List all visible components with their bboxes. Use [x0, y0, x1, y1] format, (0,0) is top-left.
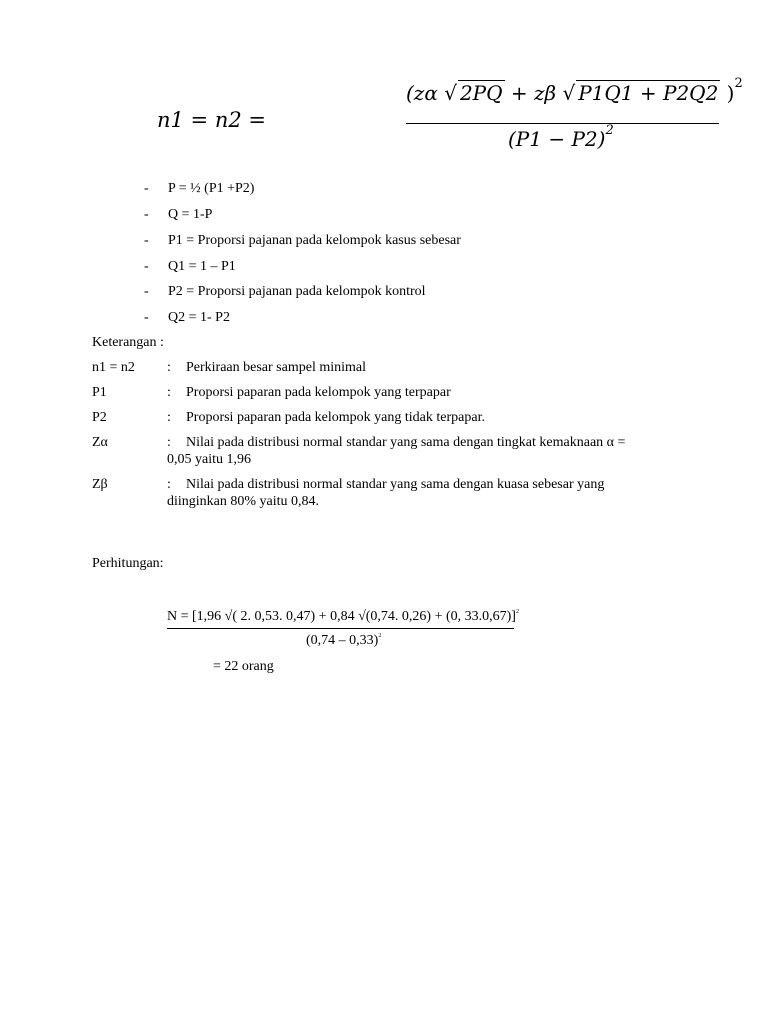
calculation-denominator-text: (0,74 – 0,33)	[306, 633, 379, 648]
bullet-text: P2 = Proporsi pajanan pada kelompok kontrol	[168, 284, 426, 299]
perhitungan-heading: Perhitungan:	[92, 556, 164, 571]
sample-size-formula	[150, 76, 743, 160]
calculation-result: = 22 orang	[213, 659, 274, 674]
calculation-numerator	[167, 609, 519, 625]
definition-text: Proporsi paparan pada kelompok yang terpapar	[186, 385, 451, 400]
definition-term: n1 = n2	[92, 360, 135, 375]
formula-sqrt-1: 2PQ	[459, 81, 503, 105]
formula-numerator: (zα √ 2PQ + zβ √ P1Q1 + P2Q2 )$^2$	[406, 76, 743, 105]
calculation-numerator-text: N = [1,96 √( 2. 0,53. 0,47) + 0,84 √(0,74. 0,26) + (0, 33.0,67)]	[167, 609, 516, 624]
formula-num-mid: + zβ	[504, 81, 563, 105]
definition-text: Proporsi paparan pada kelompok yang tidak terpapar.	[186, 410, 485, 425]
calculation-denominator	[306, 633, 381, 649]
calculation-den-mark: 2	[378, 633, 382, 639]
definition-colon: :	[167, 477, 171, 492]
bullet-dash: -	[144, 233, 149, 248]
bullet-dash: -	[144, 284, 149, 299]
calculation-num-mark: 2	[515, 609, 519, 615]
formula-lhs: n1 = n2 =	[157, 108, 266, 132]
definition-term: P2	[92, 410, 107, 425]
keterangan-heading: Keterangan :	[92, 335, 164, 350]
definition-text: Perkiraan besar sampel minimal	[186, 360, 366, 375]
definition-colon: :	[167, 435, 171, 450]
bullet-text: Q = 1-P	[168, 207, 213, 222]
definition-colon: :	[167, 385, 171, 400]
formula-sqrt-2: P1Q1 + P2Q2	[578, 81, 719, 105]
bullet-dash: -	[144, 259, 149, 274]
calculation-fraction-bar	[167, 628, 514, 629]
definition-term: Zα	[92, 435, 108, 450]
bullet-dash: -	[144, 181, 149, 196]
definition-term: Zβ	[92, 477, 108, 492]
bullet-text: Q1 = 1 – P1	[168, 259, 236, 274]
bullet-text: P1 = Proporsi pajanan pada kelompok kasus sebesar	[168, 233, 461, 248]
definition-continuation: diinginkan 80% yaitu 0,84.	[167, 494, 320, 509]
bullet-dash: -	[144, 310, 149, 325]
formula-fraction-bar	[406, 123, 719, 124]
formula-den-text: (P1 − P2)	[508, 127, 606, 151]
definition-text: Nilai pada distribusi normal standar yang sama dengan kuasa sebesar yang	[186, 477, 605, 492]
definition-text: Nilai pada distribusi normal standar yang sama dengan tingkat kemaknaan α =	[186, 435, 626, 450]
bullet-dash: -	[144, 207, 149, 222]
definition-colon: :	[167, 360, 171, 375]
definition-continuation: 0,05 yaitu 1,96	[167, 452, 251, 467]
definition-colon: :	[167, 410, 171, 425]
formula-denominator	[508, 123, 614, 151]
formula-num-close: )	[720, 81, 735, 105]
bullet-text: Q2 = 1- P2	[168, 310, 230, 325]
formula-num-power: 2	[734, 76, 743, 91]
formula-num-open: (zα	[406, 81, 445, 105]
formula-den-power: 2	[605, 123, 614, 138]
definition-term: P1	[92, 385, 107, 400]
bullet-text: P = ½ (P1 +P2)	[168, 181, 255, 196]
